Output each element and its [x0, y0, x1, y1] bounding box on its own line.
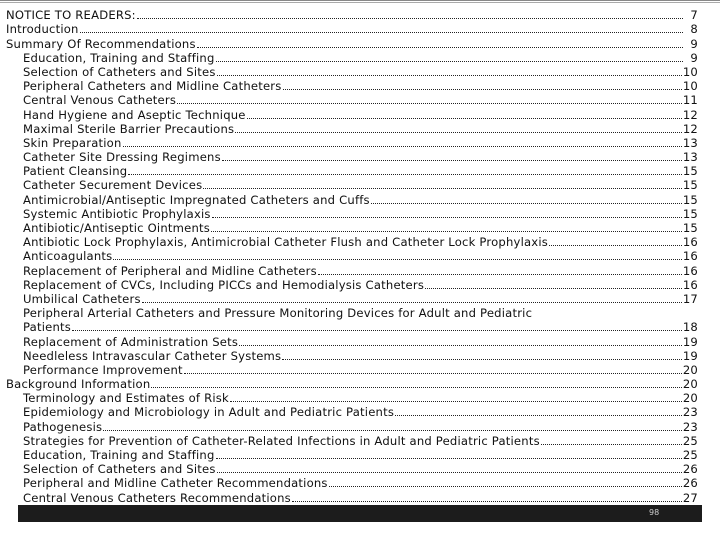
dot-leader [217, 74, 682, 76]
toc-entry[interactable] [6, 391, 698, 405]
dot-leader [329, 485, 682, 487]
toc-entry-title: Needleless Intravascular Catheter Systems [23, 348, 282, 363]
dot-leader [80, 31, 683, 33]
toc-entry-page: 15 [682, 164, 698, 179]
dot-leader [212, 216, 682, 218]
dot-leader [283, 88, 682, 90]
toc-entry-title: Maximal Sterile Barrier Precautions [23, 121, 235, 136]
toc-entry-page: 17 [682, 291, 698, 306]
table-of-contents [6, 8, 698, 505]
toc-entry[interactable] [6, 462, 698, 476]
dot-leader [103, 429, 682, 431]
toc-entry-page: 20 [682, 362, 698, 377]
toc-entry-page: 15 [682, 178, 698, 193]
toc-entry-title: Education, Training and Staffing [23, 50, 215, 65]
toc-entry-title: Introduction [6, 22, 79, 37]
dot-leader [72, 329, 682, 331]
toc-entry-title: Patients [23, 320, 72, 335]
dot-leader [128, 173, 682, 175]
toc-entry-title: Patient Cleansing [23, 164, 128, 179]
toc-entry-page: 15 [682, 221, 698, 235]
toc-entry-page: 7 [690, 8, 698, 23]
toc-entry[interactable] [6, 306, 698, 320]
toc-entry-title: Background Information [6, 377, 151, 392]
toc-entry-page: 25 [682, 433, 698, 448]
dot-leader [216, 60, 683, 62]
dot-leader [247, 117, 682, 119]
toc-entry[interactable] [6, 79, 698, 93]
dot-leader [292, 500, 682, 502]
toc-entry-title: NOTICE TO READERS: [6, 8, 136, 23]
dot-leader [541, 443, 682, 445]
toc-entry[interactable] [6, 51, 698, 65]
dot-leader [395, 414, 682, 416]
toc-entry[interactable] [6, 164, 698, 178]
toc-entry-title: Skin Preparation [23, 135, 122, 150]
toc-entry[interactable] [6, 8, 698, 22]
toc-entry-page: 23 [682, 405, 698, 420]
toc-entry-page: 16 [682, 249, 698, 264]
dot-leader [318, 273, 682, 275]
toc-entry[interactable] [6, 221, 698, 235]
toc-entry-page: 25 [682, 448, 698, 462]
toc-entry-page: 10 [682, 64, 698, 79]
slide-number: 98 [649, 508, 660, 517]
toc-entry-page: 8 [690, 22, 698, 37]
toc-entry-page: 16 [682, 263, 698, 278]
toc-entry-title: Terminology and Estimates of Risk [23, 391, 229, 406]
toc-entry[interactable] [6, 405, 698, 419]
toc-entry[interactable] [6, 363, 698, 377]
dot-leader [203, 187, 682, 189]
toc-entry-title: Replacement of CVCs, Including PICCs and Hemodialysis Catheters [23, 277, 425, 292]
toc-entry-title: Selection of Catheters and Sites [23, 64, 216, 79]
toc-entry-page: 18 [682, 320, 698, 335]
toc-entry-title: Peripheral Arterial Catheters and Pressure Monitoring Devices for Adult and Pediatric [23, 306, 533, 321]
toc-entry-title: Antibiotic/Antiseptic Ointments [23, 221, 210, 235]
toc-entry[interactable] [6, 65, 698, 79]
toc-entry-page: 9 [690, 36, 698, 51]
dot-leader [211, 230, 682, 232]
top-rule [0, 0, 720, 3]
toc-entry[interactable] [6, 192, 698, 206]
toc-entry[interactable] [6, 36, 698, 50]
toc-entry[interactable] [6, 136, 698, 150]
toc-entry-title: Central Venous Catheters [23, 93, 177, 108]
toc-entry-title: Epidemiology and Microbiology in Adult and Pediatric Patients [23, 405, 395, 420]
dot-leader [549, 244, 682, 246]
toc-entry[interactable] [6, 320, 698, 334]
toc-entry-page: 15 [682, 206, 698, 221]
toc-entry-title: Replacement of Administration Sets [23, 334, 239, 349]
toc-entry-page: 20 [682, 377, 698, 392]
toc-entry[interactable] [6, 476, 698, 490]
toc-entry-title: Antimicrobial/Antiseptic Impregnated Catheters and Cuffs [23, 192, 370, 207]
toc-entry[interactable] [6, 107, 698, 121]
toc-entry[interactable] [6, 178, 698, 192]
toc-entry-title: Catheter Securement Devices [23, 178, 203, 193]
dot-leader [197, 46, 683, 48]
toc-entry-page: 15 [682, 192, 698, 207]
toc-entry-title: Central Venous Catheters Recommendations [23, 490, 291, 505]
dot-leader [282, 358, 682, 360]
toc-entry-page: 13 [682, 150, 698, 165]
dot-leader [177, 102, 682, 104]
toc-entry[interactable] [6, 349, 698, 363]
toc-entry-page: 26 [682, 476, 698, 491]
toc-entry-title: Pathogenesis [23, 419, 103, 434]
toc-entry-page: 16 [682, 277, 698, 292]
dot-leader [123, 145, 682, 147]
toc-entry[interactable] [6, 235, 698, 249]
toc-entry-title: Summary Of Recommendations [6, 36, 196, 51]
toc-entry-title: Education, Training and Staffing [23, 448, 215, 462]
toc-entry[interactable] [6, 490, 698, 504]
toc-entry-page: 10 [682, 79, 698, 94]
dot-leader [217, 471, 682, 473]
toc-entry-page: 26 [682, 462, 698, 477]
toc-entry-title: Umbilical Catheters [23, 291, 141, 306]
dot-leader [113, 258, 681, 260]
toc-entry-title: Catheter Site Dressing Regimens [23, 150, 221, 165]
toc-entry[interactable] [6, 150, 698, 164]
dot-leader [371, 202, 682, 204]
toc-entry-page: 23 [682, 419, 698, 434]
toc-entry[interactable] [6, 448, 698, 462]
toc-entry[interactable] [6, 377, 698, 391]
toc-entry[interactable] [6, 334, 698, 348]
dot-leader [137, 17, 683, 19]
dot-leader [184, 372, 682, 374]
toc-entry[interactable] [6, 419, 698, 433]
toc-entry-page: 20 [682, 391, 698, 406]
toc-entry-title: Replacement of Peripheral and Midline Catheters [23, 263, 317, 278]
toc-entry-title: Peripheral and Midline Catheter Recommendations [23, 476, 328, 491]
toc-entry-title: Systemic Antibiotic Prophylaxis [23, 206, 211, 221]
toc-entry-title: Hand Hygiene and Aseptic Technique [23, 107, 246, 122]
toc-entry-page: 11 [682, 93, 698, 108]
toc-entry-page: 19 [682, 334, 698, 349]
dot-leader [425, 287, 682, 289]
dot-leader [235, 131, 682, 133]
toc-entry-title: Antibiotic Lock Prophylaxis, Antimicrobial Catheter Flush and Catheter Lock Prophylaxis [23, 235, 549, 250]
toc-entry-title: Selection of Catheters and Sites [23, 462, 216, 477]
toc-entry-title: Anticoagulants [23, 249, 113, 264]
toc-entry-page: 12 [682, 121, 698, 136]
dot-leader [239, 344, 682, 346]
toc-entry-page: 16 [682, 235, 698, 250]
toc-entry[interactable] [6, 93, 698, 107]
dot-leader [216, 457, 682, 459]
dot-leader [222, 159, 682, 161]
toc-entry[interactable] [6, 249, 698, 263]
toc-entry-page: 27 [682, 490, 698, 505]
dot-leader [142, 301, 682, 303]
toc-entry[interactable] [6, 207, 698, 221]
toc-entry-title: Strategies for Prevention of Catheter-Related Infections in Adult and Pediatric Patients [23, 433, 540, 448]
footer-bar [18, 505, 702, 522]
toc-entry-page: 13 [682, 135, 698, 150]
toc-entry-title: Peripheral Catheters and Midline Catheters [23, 79, 282, 94]
toc-entry-page: 12 [682, 107, 698, 122]
toc-entry-page: 19 [682, 348, 698, 363]
toc-entry[interactable] [6, 22, 698, 36]
toc-entry[interactable] [6, 263, 698, 277]
toc-entry[interactable] [6, 278, 698, 292]
dot-leader [230, 400, 682, 402]
toc-entry-page: 9 [690, 50, 698, 65]
toc-entry-title: Performance Improvement [23, 362, 183, 377]
dot-leader [151, 386, 681, 388]
toc-entry[interactable] [6, 122, 698, 136]
toc-entry[interactable] [6, 292, 698, 306]
toc-entry[interactable] [6, 434, 698, 448]
